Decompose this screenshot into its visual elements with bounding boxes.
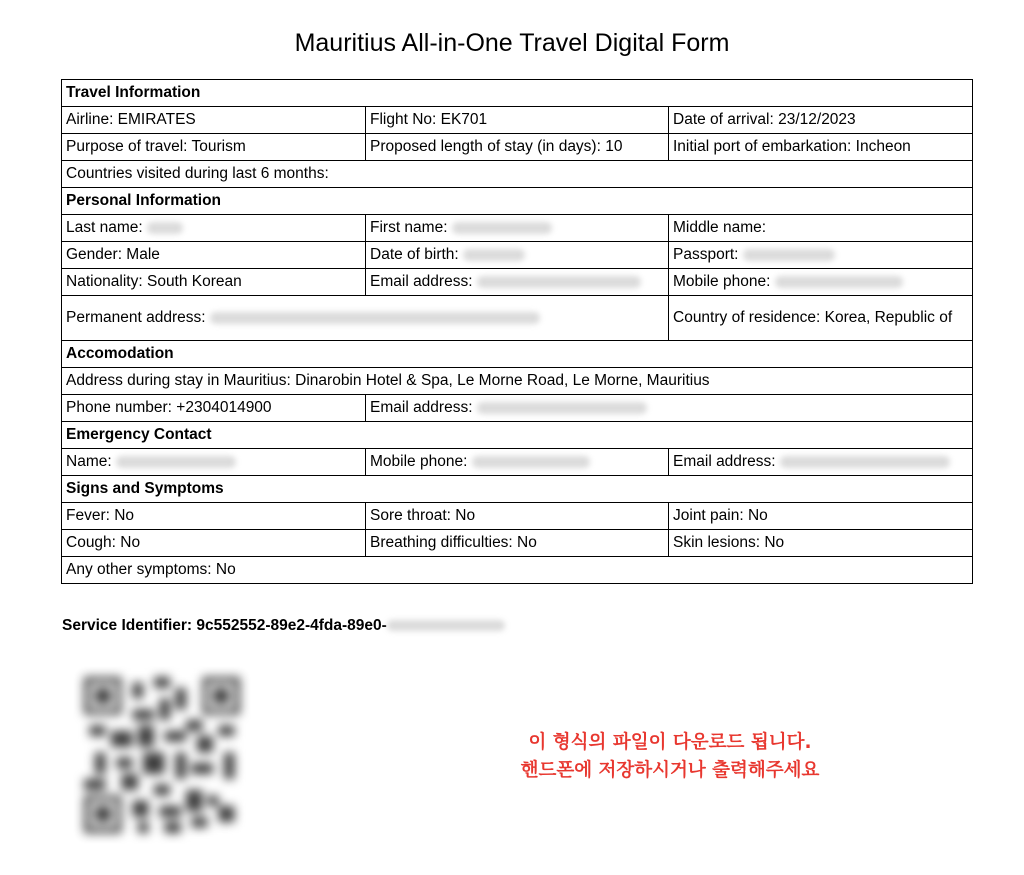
redacted-value [780,456,950,468]
table-row [62,107,973,134]
accommodation-email-label: Email address: [370,399,473,416]
redacted-value [452,222,552,234]
middle-name-cell: Middle name: [669,215,973,242]
table-row [62,530,973,557]
emergency-mobile-cell [366,449,669,476]
redacted-value [147,222,183,234]
permanent-address-label: Permanent address: [66,309,206,326]
redacted-value [463,249,525,261]
accommodation-phone-cell: Phone number: +2304014900 [62,395,366,422]
length-of-stay-cell: Proposed length of stay (in days): 10 [366,134,669,161]
first-name-label: First name: [370,219,448,236]
redacted-value [116,456,236,468]
table-row [62,557,973,584]
table-row [62,296,973,341]
table-row [62,368,973,395]
section-signs-and-symptoms: Signs and Symptoms [62,476,973,503]
section-row [62,341,973,368]
table-row [62,215,973,242]
service-identifier [62,617,505,635]
form-title: Mauritius All-in-One Travel Digital Form [294,29,730,57]
redacted-value [477,276,641,288]
redacted-value [477,402,647,414]
section-emergency-contact: Emergency Contact [62,422,973,449]
nationality-cell: Nationality: South Korean [62,269,366,296]
date-of-birth-cell [366,242,669,269]
emergency-email-label: Email address: [673,453,776,470]
other-symptoms-cell: Any other symptoms: No [62,557,973,584]
section-row [62,80,973,107]
email-cell [366,269,669,296]
redacted-value [472,456,590,468]
section-row [62,188,973,215]
date-of-birth-label: Date of birth: [370,246,459,263]
joint-pain-cell: Joint pain: No [669,503,973,530]
emergency-email-cell [669,449,973,476]
email-label: Email address: [370,273,473,290]
section-personal-information: Personal Information [62,188,973,215]
flight-number-cell: Flight No: EK701 [366,107,669,134]
table-row [62,503,973,530]
section-travel-information: Travel Information [62,80,973,107]
embarkation-port-cell: Initial port of embarkation: Incheon [669,134,973,161]
breathing-difficulties-cell: Breathing difficulties: No [366,530,669,557]
table-row [62,242,973,269]
passport-cell [669,242,973,269]
qr-code-image [84,677,240,833]
service-identifier-text: Service Identifier: 9c552552-89e2-4fda-89e0- [62,617,387,634]
travel-form-table [61,79,973,584]
table-row [62,395,973,422]
section-accommodation: Accomodation [62,341,973,368]
download-notice-line-2: 핸드폰에 저장하시거나 출력해주세요 [520,760,820,781]
permanent-address-cell [62,296,669,341]
section-row [62,422,973,449]
airline-cell: Airline: EMIRATES [62,107,366,134]
mobile-phone-cell [669,269,973,296]
redacted-value [210,312,540,324]
table-row [62,269,973,296]
last-name-label: Last name: [66,219,143,236]
section-row [62,476,973,503]
country-of-residence-cell: Country of residence: Korea, Republic of [669,296,973,341]
arrival-date-cell: Date of arrival: 23/12/2023 [669,107,973,134]
emergency-name-cell [62,449,366,476]
table-row [62,134,973,161]
passport-label: Passport: [673,246,739,263]
table-row [62,161,973,188]
redacted-value [775,276,903,288]
table-row [62,449,973,476]
skin-lesions-cell: Skin lesions: No [669,530,973,557]
download-notice [460,729,880,785]
redacted-value [387,620,505,631]
cough-cell: Cough: No [62,530,366,557]
first-name-cell [366,215,669,242]
emergency-name-label: Name: [66,453,112,470]
travel-purpose-cell: Purpose of travel: Tourism [62,134,366,161]
sore-throat-cell: Sore throat: No [366,503,669,530]
accommodation-email-cell [366,395,973,422]
emergency-mobile-label: Mobile phone: [370,453,468,470]
download-notice-line-1: 이 형식의 파일이 다운로드 됩니다. [528,732,812,753]
fever-cell: Fever: No [62,503,366,530]
redacted-value [743,249,835,261]
mobile-phone-label: Mobile phone: [673,273,771,290]
gender-cell: Gender: Male [62,242,366,269]
countries-visited-cell: Countries visited during last 6 months: [62,161,973,188]
last-name-cell [62,215,366,242]
stay-address-cell: Address during stay in Mauritius: Dinarobin Hotel & Spa, Le Morne Road, Le Morne, Mauritius [62,368,973,395]
